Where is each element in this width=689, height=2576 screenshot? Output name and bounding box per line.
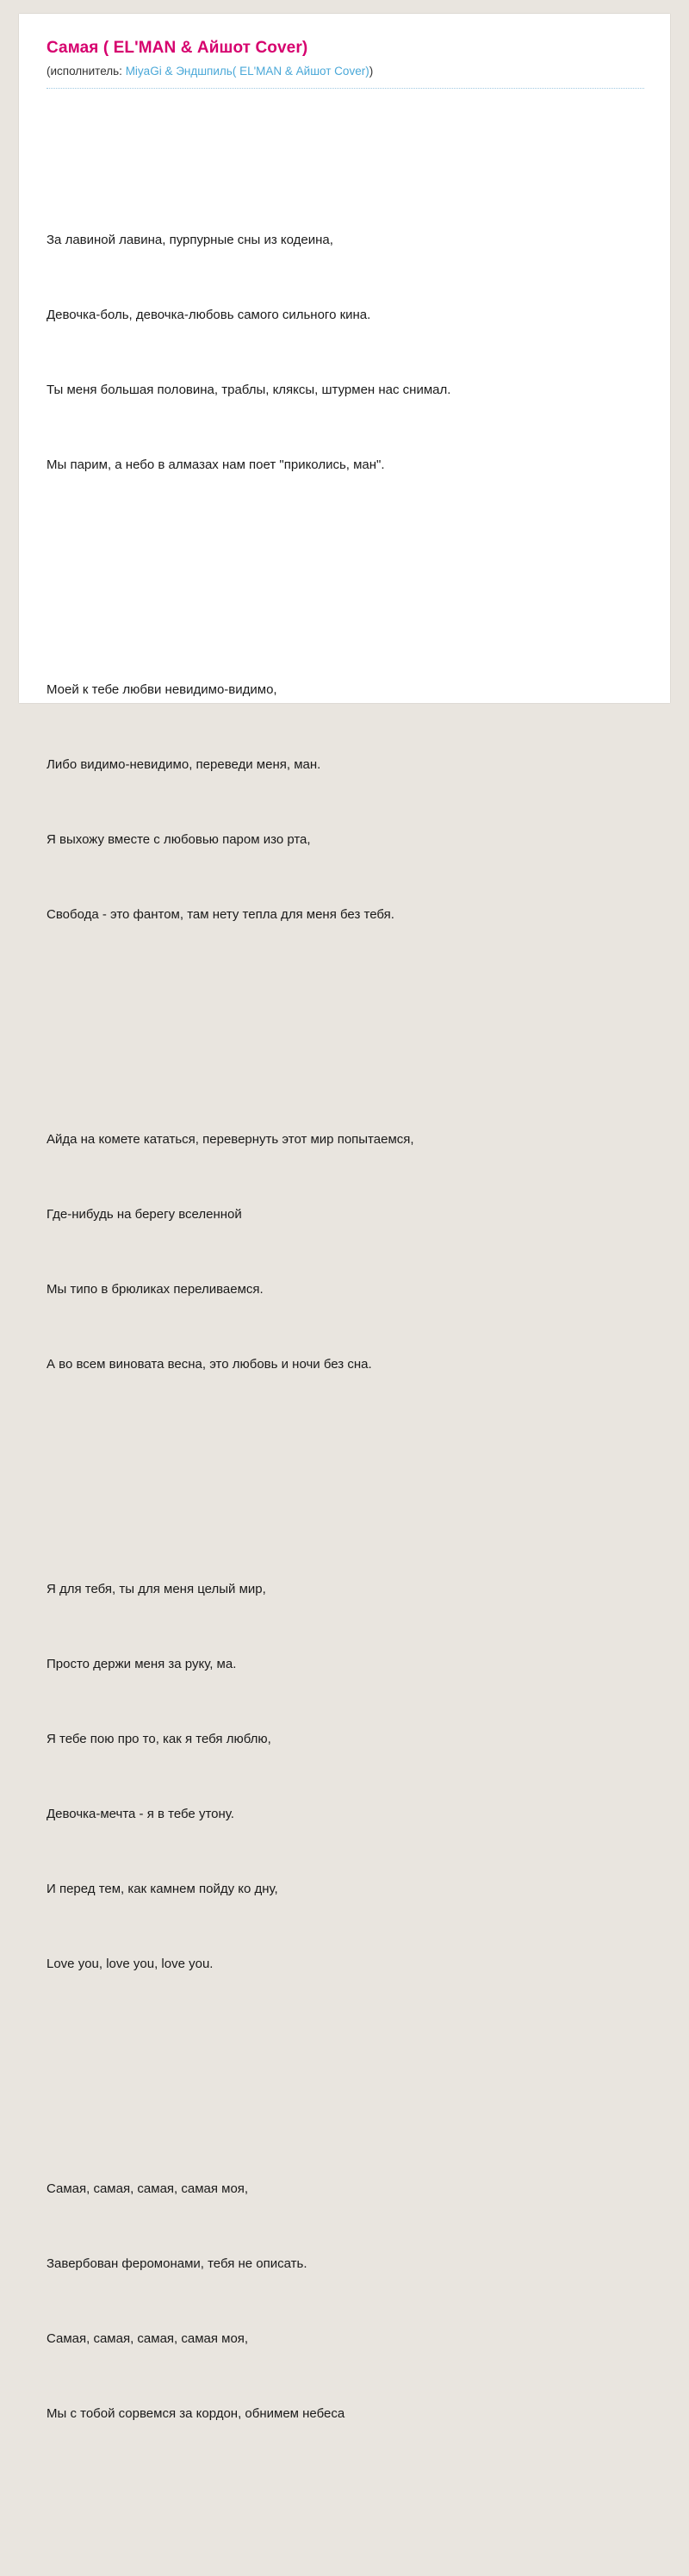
lyrics-line: Просто держи меня за руку, ма. xyxy=(47,1657,237,1671)
lyrics-stanza xyxy=(47,2126,644,2476)
artist-link[interactable]: MiyaGi & Эндшпиль( EL'MAN & Айшот Cover) xyxy=(125,65,369,78)
lyrics-line: За лавиной лавина, пурпурные сны из кодеина, xyxy=(47,233,333,247)
lyrics-page xyxy=(19,14,670,2421)
lyrics-line: Девочка-мечта - я в тебе утону. xyxy=(47,1807,234,1821)
lyrics-line: Мы с тобой сорвемся за кордон, обнимем небеса xyxy=(47,2406,345,2421)
lyrics-line: Я для тебя, ты для меня целый мир, xyxy=(47,1582,266,1596)
lyrics-stanza xyxy=(47,177,644,527)
artist-line xyxy=(47,64,644,89)
lyrics-line: Моей к тебе любви невидимо-видимо, xyxy=(47,682,277,697)
lyrics-stanza xyxy=(47,1527,644,2026)
lyrics-line: Самая, самая, самая, самая моя, xyxy=(47,2331,249,2346)
artist-suffix-label: ) xyxy=(369,65,374,78)
lyrics-line: Ты меня большая половина, траблы, кляксы, штурмен нас снимал. xyxy=(47,383,451,397)
lyrics-line: Мы парим, а небо в алмазах нам поет "приколись, ман". xyxy=(47,457,385,472)
lyrics-line: Свобода - это фантом, там нету тепла для меня без тебя. xyxy=(47,907,394,922)
lyrics-line: Завербован феромонами, тебя не описать. xyxy=(47,2256,307,2271)
lyrics-body xyxy=(47,103,644,2576)
lyrics-line: Я выхожу вместе с любовью паром изо рта, xyxy=(47,832,311,847)
lyrics-stanza xyxy=(47,627,644,977)
lyrics-line: Самая, самая, самая, самая моя, xyxy=(47,2181,249,2196)
lyrics-line: Либо видимо-невидимо, переведи меня, ман. xyxy=(47,757,321,772)
lyrics-line: И перед тем, как камнем пойду ко дну, xyxy=(47,1882,278,1896)
lyrics-line: А во всем виновата весна, это любовь и ночи без сна. xyxy=(47,1357,372,1372)
lyrics-stanza xyxy=(47,1077,644,1427)
artist-prefix-label: (исполнитель: xyxy=(47,65,126,78)
lyrics-content xyxy=(19,14,670,2576)
page-title: Самая ( EL'MAN & Айшот Cover) xyxy=(47,39,308,57)
lyrics-line: Где-нибудь на берегу вселенной xyxy=(47,1207,242,1222)
lyrics-line: Мы типо в брюликах переливаемся. xyxy=(47,1282,264,1297)
lyrics-line: Я тебе пою про то, как я тебя люблю, xyxy=(47,1732,271,1746)
lyrics-line: Айда на комете кататься, перевернуть этот мир попытаемся, xyxy=(47,1132,414,1147)
lyrics-line: Девочка-боль, девочка-любовь самого сильного кина. xyxy=(47,308,371,322)
lyrics-line: Love you, love you, love you. xyxy=(47,1957,214,1971)
